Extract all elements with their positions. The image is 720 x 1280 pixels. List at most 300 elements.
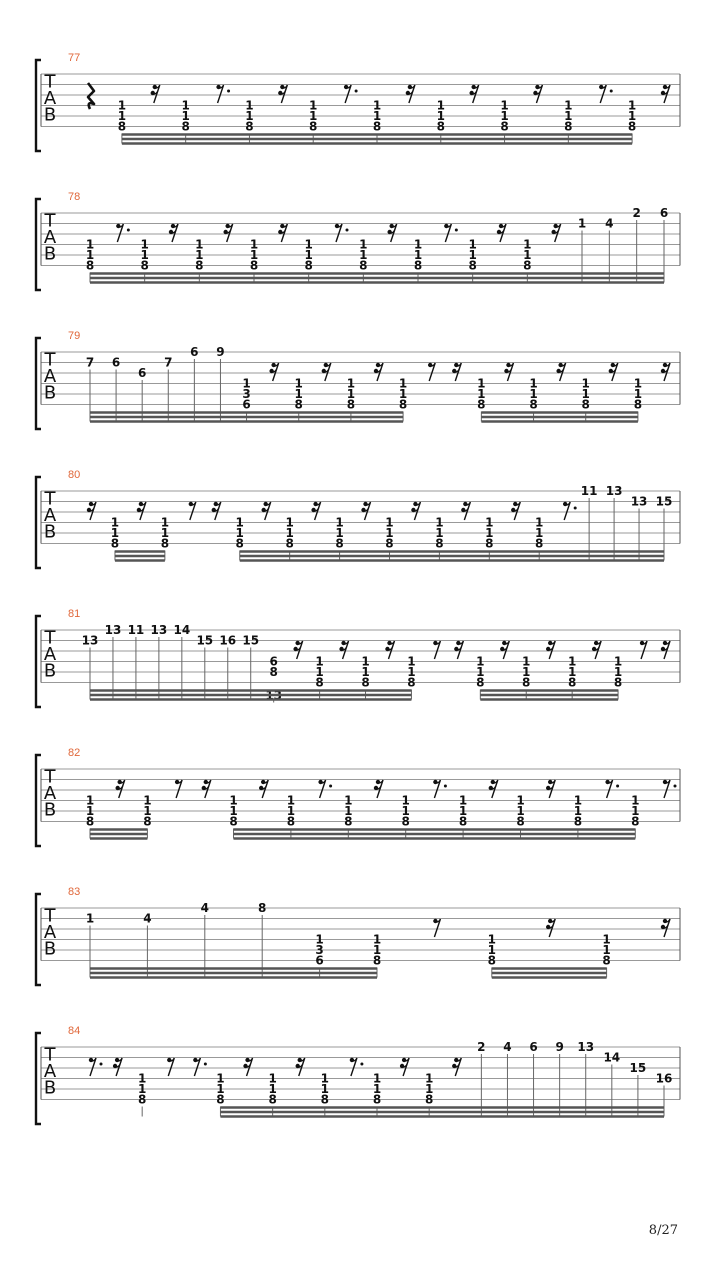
fret-number: 1 — [359, 237, 368, 252]
fret-number: 8 — [315, 675, 324, 690]
fret-number: 6 — [138, 366, 147, 380]
fret-number: 8 — [117, 119, 127, 134]
fret-number: 8 — [286, 814, 296, 829]
tab-chord — [385, 516, 393, 561]
fret-number: 1 — [346, 376, 356, 391]
rest-dot — [227, 90, 230, 93]
system-brace — [36, 616, 41, 707]
fret-number: 2 — [477, 1040, 486, 1054]
rest-dot — [455, 229, 458, 232]
fret-number: 1 — [249, 237, 259, 252]
fret-number: 1 — [195, 248, 204, 262]
tab-chord — [86, 794, 94, 839]
rest-dot — [127, 229, 130, 232]
fret-number: 11 — [127, 623, 145, 637]
fret-number: 1 — [627, 98, 637, 113]
tab-clef-a: A — [43, 366, 57, 387]
fret-number: 6 — [659, 206, 669, 220]
fret-number: 13 — [577, 1040, 595, 1054]
fret-number: 8 — [258, 901, 267, 915]
fret-number: 1 — [485, 526, 494, 540]
system-brace — [36, 338, 41, 429]
fret-number: 1 — [613, 665, 623, 679]
fret-number: 1 — [398, 387, 408, 401]
fret-number: 1 — [235, 515, 244, 530]
fret-number: 1 — [335, 526, 344, 540]
fret-number: 1 — [372, 1071, 382, 1086]
tab-chord — [634, 377, 642, 422]
fret-number: 1 — [160, 515, 170, 530]
fret-number: 1 — [361, 665, 370, 679]
fret-number: 1 — [516, 793, 525, 808]
fret-number: 1 — [476, 665, 485, 679]
measure-number: 77 — [68, 52, 81, 64]
system-brace — [36, 755, 41, 846]
measure-number: 79 — [68, 330, 81, 342]
fret-number: 1 — [110, 526, 120, 540]
fret-number: 1 — [564, 98, 573, 113]
fret-number: 8 — [361, 675, 370, 690]
rest-dot — [100, 1063, 103, 1066]
tab-chord — [602, 933, 610, 978]
tab-chord — [523, 238, 531, 283]
fret-number: 1 — [85, 804, 95, 818]
tab-system — [36, 469, 680, 568]
tab-chord — [500, 99, 508, 144]
fret-number: 8 — [476, 675, 485, 690]
fret-number: 1 — [522, 654, 531, 669]
fret-number: 1 — [477, 376, 486, 391]
tab-chord — [614, 655, 622, 700]
system-brace — [36, 477, 41, 568]
fret-number: 1 — [216, 1071, 225, 1086]
fret-number: 8 — [138, 1092, 147, 1107]
fret-number: 1 — [573, 804, 583, 818]
tab-clef-t: T — [44, 488, 56, 510]
fret-number: 15 — [629, 1061, 647, 1075]
fret-number: 1 — [138, 1071, 147, 1086]
fret-number: 15 — [242, 633, 260, 648]
tab-chord — [529, 377, 537, 422]
tab-chord — [86, 238, 94, 283]
tab-chord — [295, 377, 303, 422]
fret-number: 1 — [140, 248, 149, 262]
fret-number: 9 — [216, 345, 225, 359]
fret-number: 1 — [143, 793, 152, 808]
tab-chord — [285, 516, 293, 561]
tab-clef-a: A — [43, 783, 57, 804]
fret-number: 8 — [372, 953, 382, 968]
fret-number: 8 — [385, 536, 394, 551]
fret-number: 1 — [487, 932, 496, 947]
fret-number: 1 — [286, 793, 296, 808]
fret-number: 1 — [435, 515, 444, 530]
tab-chord — [195, 238, 203, 283]
tab-chord — [437, 99, 445, 144]
fret-number: 1 — [458, 804, 468, 818]
fret-number: 8 — [216, 1092, 225, 1107]
rest-dot — [346, 229, 349, 232]
fret-number: 1 — [627, 109, 637, 123]
fret-number: 8 — [344, 814, 353, 829]
fret-number: 16 — [219, 633, 237, 648]
fret-number: 1 — [602, 943, 611, 957]
fret-number: 1 — [309, 98, 318, 113]
tab-chord — [242, 377, 250, 422]
rest-dot — [444, 785, 447, 788]
fret-number: 1 — [315, 654, 324, 669]
fret-number: 14 — [173, 623, 191, 637]
fret-number: 8 — [477, 397, 486, 412]
tab-chord — [138, 1072, 146, 1117]
fret-number: 6 — [190, 345, 199, 359]
tab-chord — [476, 655, 484, 700]
rest-dot — [574, 507, 577, 510]
fret-number: 1 — [631, 804, 640, 818]
tab-chord — [361, 655, 369, 700]
tab-system — [36, 886, 680, 985]
fret-number: 1 — [468, 237, 477, 252]
fret-number: 13 — [81, 633, 99, 648]
tab-system — [36, 608, 680, 707]
tab-chord — [564, 99, 572, 144]
measure-number: 78 — [68, 191, 81, 203]
fret-number: 16 — [655, 1071, 673, 1086]
tab-chord — [321, 1072, 329, 1117]
tab-clef-b: B — [43, 521, 57, 543]
fret-number: 8 — [407, 675, 416, 690]
fret-number: 1 — [294, 376, 303, 391]
tab-chord — [402, 794, 410, 839]
fret-number: 13 — [150, 623, 168, 637]
tab-clef-t: T — [44, 210, 56, 232]
tab-chord — [516, 794, 524, 839]
fret-number: 1 — [372, 932, 382, 947]
fret-number: 8 — [401, 814, 410, 829]
tab-chord — [407, 655, 415, 700]
tab-chord — [468, 238, 476, 283]
tab-chord — [161, 516, 169, 561]
rest-dot — [204, 1063, 207, 1066]
tab-chord — [359, 238, 367, 283]
fret-number: 8 — [245, 119, 254, 134]
fret-number: 1 — [529, 376, 538, 391]
tab-systems — [36, 52, 680, 1124]
tab-chord — [631, 794, 639, 839]
tab-chord — [250, 238, 258, 283]
measure-number: 81 — [68, 608, 81, 620]
fret-number: 8 — [581, 397, 590, 412]
fret-number: 1 — [372, 109, 382, 123]
fret-number: 8 — [268, 1092, 277, 1107]
fret-number: 1 — [485, 515, 494, 530]
tab-clef-a: A — [43, 88, 57, 109]
fret-number: 1 — [181, 98, 190, 113]
tab-clef-t: T — [44, 627, 56, 649]
fret-number: 4 — [503, 1040, 512, 1054]
fret-number: 8 — [398, 397, 408, 412]
fret-number: 8 — [372, 119, 382, 134]
fret-number: 1 — [633, 376, 643, 391]
tab-chord — [656, 1072, 673, 1117]
fret-number: 1 — [85, 237, 95, 252]
fret-number: 1 — [372, 98, 382, 113]
fret-number: 8 — [143, 814, 152, 829]
tab-chord — [628, 99, 636, 144]
fret-number: 15 — [196, 633, 214, 648]
fret-number: 1 — [181, 109, 190, 123]
fret-number: 1 — [535, 526, 544, 540]
fret-number: 8 — [458, 814, 468, 829]
fret-number: 7 — [164, 355, 173, 370]
fret-number: 1 — [216, 1082, 225, 1096]
fret-number: 1 — [436, 98, 445, 113]
fret-number: 8 — [229, 814, 238, 829]
rest-dot — [329, 785, 332, 788]
tab-clef-b: B — [43, 382, 57, 404]
fret-number: 8 — [181, 119, 190, 134]
fret-number: 14 — [603, 1050, 621, 1065]
fret-number: 1 — [235, 526, 244, 540]
tab-chord — [347, 377, 355, 422]
fret-number: 1 — [320, 1082, 329, 1096]
system-brace — [36, 60, 41, 151]
fret-number: 1 — [85, 793, 95, 808]
rest-dot — [616, 785, 619, 788]
fret-number: 4 — [143, 911, 152, 926]
fret-number: 1 — [140, 237, 149, 252]
fret-number: 1 — [361, 654, 370, 669]
tab-chord — [344, 794, 352, 839]
measure-number: 80 — [68, 469, 81, 481]
fret-number: 8 — [269, 665, 278, 679]
tab-chord — [399, 377, 407, 422]
fret-number: 8 — [564, 119, 573, 134]
fret-number: 1 — [581, 376, 590, 391]
fret-number: 8 — [294, 397, 303, 412]
fret-number: 1 — [229, 793, 238, 808]
fret-number: 2 — [632, 206, 641, 220]
fret-number: 1 — [398, 376, 408, 391]
fret-number: 1 — [309, 109, 318, 123]
fret-number: 1 — [500, 109, 509, 123]
fret-number: 8 — [567, 675, 577, 690]
fret-number: 8 — [309, 119, 318, 134]
tab-clef-b: B — [43, 1077, 57, 1099]
fret-number: 1 — [304, 237, 313, 252]
tab-chord — [425, 1072, 433, 1117]
tab-chord — [287, 794, 295, 839]
fret-number: 8 — [516, 814, 525, 829]
tab-system — [36, 747, 680, 846]
measure-number: 84 — [68, 1025, 81, 1037]
fret-number: 1 — [577, 216, 587, 231]
system-brace — [36, 1033, 41, 1124]
fret-number: 1 — [286, 804, 296, 818]
fret-number: 1 — [468, 248, 477, 262]
fret-number: 8 — [195, 258, 204, 273]
rest-dot — [360, 1063, 363, 1066]
fret-number: 8 — [160, 536, 170, 551]
tab-chord — [118, 99, 126, 144]
fret-number: 1 — [436, 109, 445, 123]
fret-number: 1 — [407, 654, 416, 669]
tab-system — [36, 191, 680, 290]
fret-number: 13 — [630, 494, 648, 509]
system-brace — [36, 894, 41, 985]
fret-number: 1 — [315, 665, 324, 679]
fret-number: 8 — [535, 536, 544, 551]
rest-dot — [610, 90, 613, 93]
fret-number: 3 — [242, 387, 251, 401]
fret-number: 1 — [372, 943, 382, 957]
fret-number: 4 — [605, 216, 614, 231]
fret-number: 7 — [85, 355, 95, 370]
fret-number: 1 — [401, 793, 410, 808]
tab-chord — [181, 99, 189, 144]
tab-chord — [216, 1072, 224, 1117]
tab-clef-b: B — [43, 938, 57, 960]
fret-number: 1 — [285, 526, 294, 540]
fret-number: 1 — [523, 237, 532, 252]
fret-number: 1 — [117, 109, 127, 123]
tab-chord — [236, 516, 244, 561]
tab-chord — [522, 655, 530, 700]
tab-system — [36, 330, 680, 429]
fret-number: 1 — [359, 248, 368, 262]
tab-clef-a: A — [43, 644, 57, 665]
fret-number: 6 — [242, 397, 251, 412]
fret-number: 1 — [435, 526, 444, 540]
fret-number: 1 — [522, 665, 531, 679]
fret-number: 1 — [425, 1071, 434, 1086]
tab-chord — [315, 933, 323, 978]
fret-number: 8 — [425, 1092, 434, 1107]
fret-number: 1 — [529, 387, 538, 401]
rest-dot — [355, 90, 358, 93]
fret-number: 8 — [627, 119, 637, 134]
fret-number: 1 — [631, 793, 640, 808]
fret-number: 1 — [401, 804, 410, 818]
fret-number: 8 — [372, 1092, 382, 1107]
fret-number: 1 — [385, 526, 394, 540]
fret-number: 8 — [435, 536, 444, 551]
measure-number: 83 — [68, 886, 81, 898]
fret-number: 8 — [110, 536, 120, 551]
tab-chord — [535, 516, 543, 561]
fret-number: 1 — [249, 248, 259, 262]
fret-number: 1 — [581, 387, 590, 401]
fret-number: 1 — [85, 911, 95, 926]
tab-chord — [435, 516, 443, 561]
tab-chord — [574, 794, 582, 839]
fret-number: 1 — [413, 248, 423, 262]
fret-number: 1 — [85, 248, 95, 262]
fret-number: 1 — [138, 1082, 147, 1096]
fret-number: 4 — [200, 901, 209, 915]
tab-chord — [373, 99, 381, 144]
tab-clef-a: A — [43, 922, 57, 943]
fret-number: 1 — [335, 515, 344, 530]
fret-number: 11 — [580, 484, 598, 498]
fret-number: 1 — [143, 804, 152, 818]
fret-number: 1 — [413, 237, 423, 252]
fret-number: 1 — [500, 98, 509, 113]
fret-number: 1 — [344, 793, 353, 808]
fret-number: 8 — [235, 536, 244, 551]
fret-number: 8 — [140, 258, 149, 273]
tab-system — [36, 1025, 680, 1124]
fret-number: 13 — [265, 688, 283, 703]
fret-number: 1 — [523, 248, 532, 262]
tab-chord — [459, 794, 467, 839]
tab-clef-b: B — [43, 799, 57, 821]
tab-chord — [485, 516, 493, 561]
fret-number: 1 — [315, 932, 324, 947]
fret-number: 6 — [111, 355, 121, 370]
fret-number: 8 — [631, 814, 640, 829]
tab-clef-a: A — [43, 505, 57, 526]
fret-number: 8 — [573, 814, 583, 829]
fret-number: 1 — [268, 1071, 277, 1086]
fret-number: 1 — [458, 793, 468, 808]
tab-clef-t: T — [44, 905, 56, 927]
tab-chord — [414, 238, 422, 283]
fret-number: 8 — [633, 397, 643, 412]
fret-number: 1 — [602, 932, 611, 947]
fret-number: 1 — [294, 387, 303, 401]
fret-number: 13 — [104, 623, 122, 637]
fret-number: 8 — [359, 258, 368, 273]
fret-number: 8 — [485, 536, 494, 551]
fret-number: 1 — [516, 804, 525, 818]
fret-number: 1 — [487, 943, 496, 957]
fret-number: 1 — [242, 376, 251, 391]
fret-number: 1 — [535, 515, 544, 530]
fret-number: 1 — [285, 515, 294, 530]
fret-number: 8 — [304, 258, 313, 273]
measure-number: 82 — [68, 747, 81, 759]
fret-number: 6 — [315, 953, 324, 968]
tab-clef-b: B — [43, 104, 57, 126]
fret-number: 8 — [613, 675, 623, 690]
fret-number: 8 — [413, 258, 423, 273]
tab-chord — [335, 516, 343, 561]
tab-clef-t: T — [44, 71, 56, 93]
fret-number: 8 — [522, 675, 531, 690]
tab-chord — [309, 99, 317, 144]
tab-chord — [245, 99, 253, 144]
tab-chord — [315, 655, 323, 700]
fret-number: 8 — [436, 119, 445, 134]
fret-number: 8 — [500, 119, 509, 134]
fret-number: 1 — [195, 237, 204, 252]
tab-chord — [229, 794, 237, 839]
fret-number: 8 — [523, 258, 532, 273]
fret-number: 8 — [85, 814, 95, 829]
fret-number: 1 — [477, 387, 486, 401]
fret-number: 8 — [285, 536, 294, 551]
fret-number: 1 — [229, 804, 238, 818]
fret-number: 1 — [407, 665, 416, 679]
tab-chord — [477, 377, 485, 422]
tab-chord — [373, 1072, 381, 1117]
tab-clef-b: B — [43, 243, 57, 265]
fret-number: 1 — [117, 98, 127, 113]
fret-number: 1 — [567, 654, 577, 669]
fret-number: 1 — [245, 109, 254, 123]
fret-number: 1 — [320, 1071, 329, 1086]
